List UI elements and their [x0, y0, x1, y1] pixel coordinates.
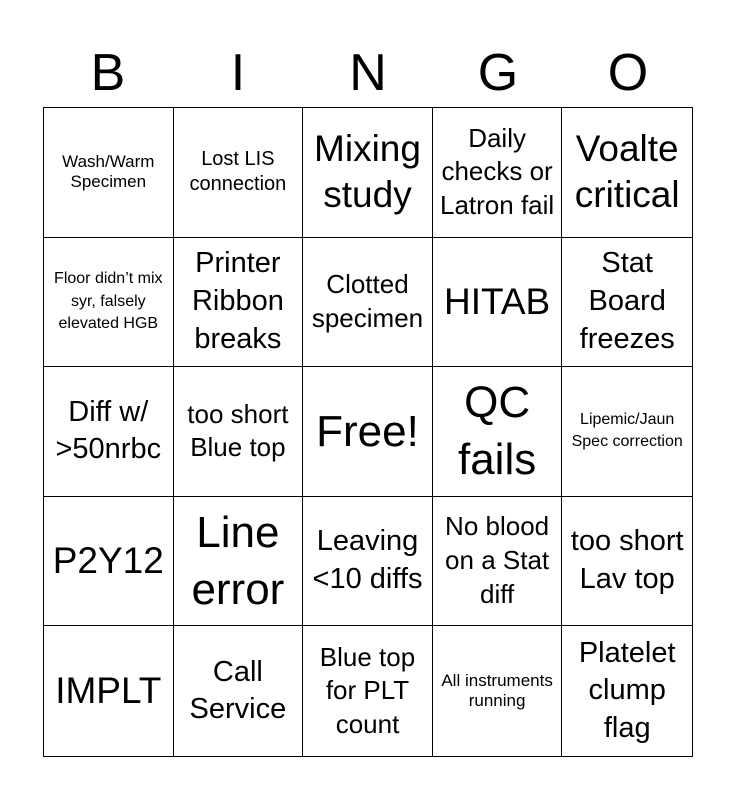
bingo-cell[interactable] [562, 497, 692, 627]
cell-text: Lost LIS connection [189, 148, 287, 196]
header-letter-o: O [607, 44, 649, 102]
cell-text: HITAB [443, 280, 551, 322]
cell-text: Printer Ribbon breaks [191, 247, 284, 355]
bingo-cell[interactable] [303, 108, 433, 238]
cell-text: Daily checks or Latron fail [440, 122, 555, 221]
bingo-cell[interactable] [562, 626, 692, 756]
bingo-cell[interactable] [303, 626, 433, 756]
cell-text: QC fails [457, 378, 537, 485]
cell-text: No blood on a Stat diff [445, 511, 550, 609]
cell-text: Wash/Warm Specimen [62, 151, 155, 192]
cell-text: too short Lav top [570, 525, 684, 596]
cell-text: All instruments running [441, 670, 553, 711]
bingo-cell[interactable] [562, 108, 692, 238]
header-letter-i: I [230, 44, 246, 102]
cell-text: Clotted specimen [311, 269, 424, 333]
header-letter-b: B [90, 44, 126, 102]
bingo-cell[interactable] [44, 108, 174, 238]
bingo-cell[interactable] [562, 367, 692, 497]
bingo-cell[interactable] [433, 367, 563, 497]
bingo-cell[interactable] [433, 497, 563, 627]
cell-text: Mixing study [314, 128, 421, 216]
cell-text: Diff w/ >50nrbc [55, 395, 162, 466]
cell-text: IMPLT [55, 670, 162, 712]
cell-text: Line error [191, 507, 285, 615]
bingo-cell[interactable] [44, 238, 174, 368]
bingo-cell[interactable] [174, 238, 304, 368]
bingo-cell[interactable] [174, 626, 304, 756]
header-letter-n: N [349, 44, 387, 102]
cell-text: Call Service [189, 655, 287, 726]
bingo-board [43, 107, 693, 757]
free-space-text: Free! [316, 406, 419, 456]
bingo-cell[interactable] [562, 238, 692, 368]
cell-text: Platelet clump flag [578, 636, 676, 745]
cell-text: Voalte critical [574, 128, 680, 216]
bingo-cell[interactable] [44, 626, 174, 756]
cell-text: P2Y12 [52, 539, 164, 581]
bingo-cell[interactable] [303, 497, 433, 627]
cell-text: Lipemic/Jaun Spec correction [571, 411, 683, 451]
bingo-cell[interactable] [174, 367, 304, 497]
cell-text: Blue top for PLT count [319, 641, 416, 740]
cell-text: Leaving <10 diffs [312, 525, 423, 596]
bingo-cell[interactable] [44, 367, 174, 497]
free-space-cell[interactable] [303, 367, 433, 497]
bingo-header [43, 38, 693, 108]
bingo-cell[interactable] [44, 497, 174, 627]
bingo-cell[interactable] [433, 626, 563, 756]
bingo-cell[interactable] [433, 108, 563, 238]
cell-text: Stat Board freezes [579, 247, 675, 355]
cell-text: Floor didn’t mix syr, falsely elevated HGB [54, 270, 163, 333]
bingo-cell[interactable] [174, 108, 304, 238]
cell-text: too short Blue top [187, 398, 289, 463]
bingo-cell[interactable] [174, 497, 304, 627]
bingo-cell[interactable] [433, 238, 563, 368]
bingo-cell[interactable] [303, 238, 433, 368]
header-letter-g: G [477, 44, 519, 102]
